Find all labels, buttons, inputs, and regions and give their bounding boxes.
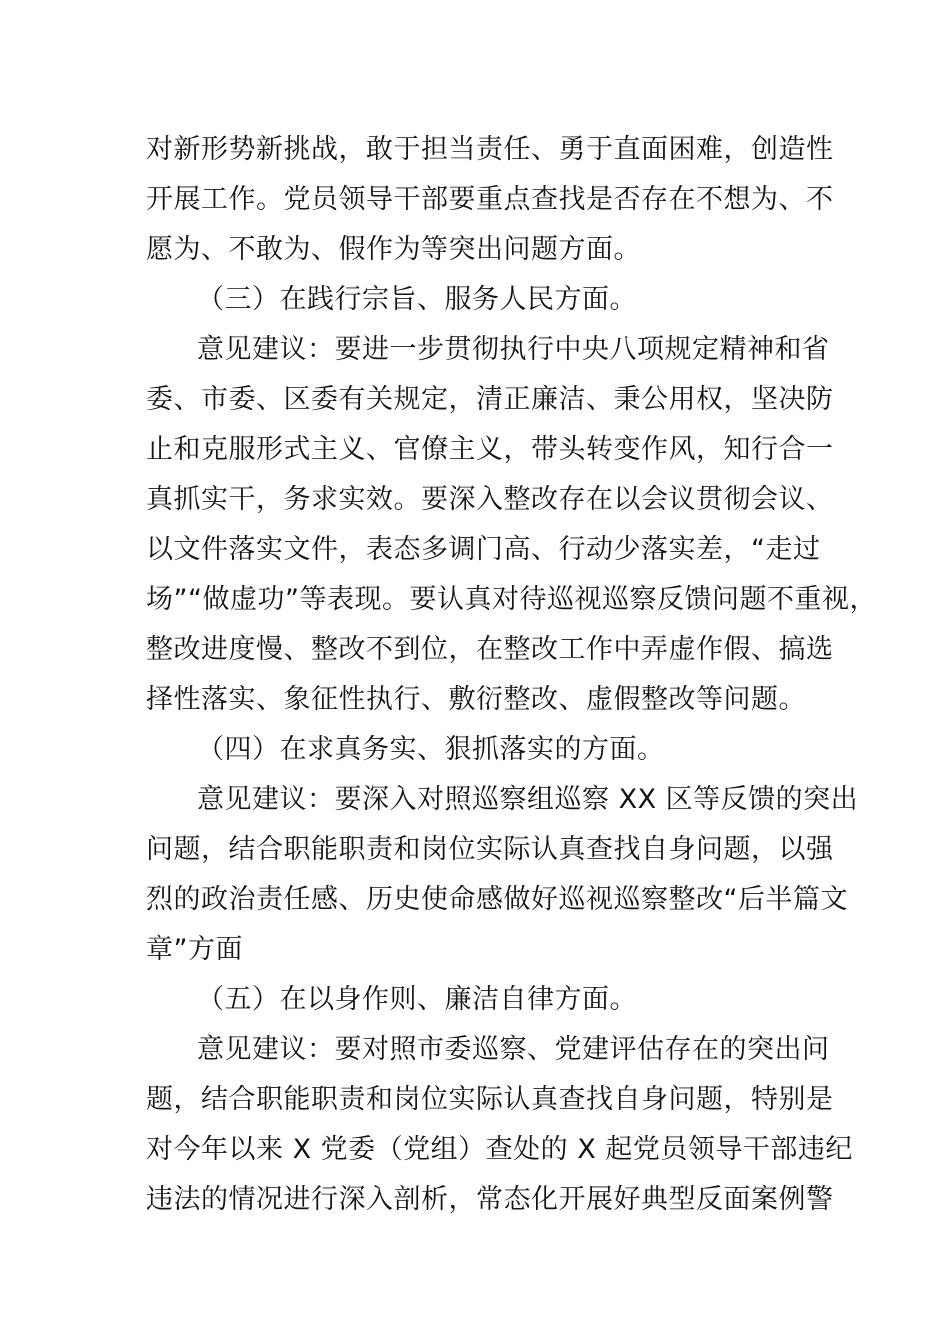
text-line: 整改进度慢、整改不到位，在整改工作中弄虚作假、搞选: [146, 634, 834, 665]
text-line: 违法的情况进行深入剖析，常态化开展好典型反面案例警: [146, 1184, 834, 1215]
text-line: 烈的政治责任感、历史使命感做好巡视巡察整改“后半篇文: [146, 884, 848, 915]
text-line: 意见建议：要深入对照巡察组巡察 XX 区等反馈的突出: [197, 784, 859, 815]
text-line: 题，结合职能职责和岗位实际认真查找自身问题，特别是: [146, 1084, 834, 1115]
text-line: 以文件落实文件，表态多调门高、行动少落实差，“走过: [146, 534, 821, 565]
section-heading: （五）在以身作则、廉洁自律方面。: [197, 984, 637, 1015]
text-line: 真抓实干，务求实效。要深入整改存在以会议贯彻会议、: [146, 484, 834, 515]
text-line: 问题，结合职能职责和岗位实际认真查找自身问题，以强: [146, 834, 834, 865]
text-line: 愿为、不敢为、假作为等突出问题方面。: [146, 234, 641, 265]
text-line: 意见建议：要对照市委巡察、党建评估存在的突出问: [197, 1034, 830, 1065]
text-line: 择性落实、象征性执行、敷衍整改、虚假整改等问题。: [146, 684, 806, 715]
text-line: 章”方面: [146, 934, 243, 965]
text-line: 场”“做虚功”等表现。要认真对待巡视巡察反馈问题不重视，: [146, 584, 877, 615]
text-line: 对新形势新挑战，敢于担当责任、勇于直面困难，创造性: [146, 134, 834, 165]
text-line: 意见建议：要进一步贯彻执行中央八项规定精神和省: [197, 334, 830, 365]
section-heading: （三）在践行宗旨、服务人民方面。: [197, 284, 637, 315]
text-line: 委、市委、区委有关规定，清正廉洁、秉公用权，坚决防: [146, 384, 834, 415]
text-line: 止和克服形式主义、官僚主义，带头转变作风，知行合一: [146, 434, 834, 465]
section-heading: （四）在求真务实、狠抓落实的方面。: [197, 734, 665, 765]
text-line: 对今年以来 X 党委（党组）查处的 X 起党员领导干部违纪: [146, 1134, 853, 1165]
text-line: 开展工作。党员领导干部要重点查找是否存在不想为、不: [146, 184, 834, 215]
